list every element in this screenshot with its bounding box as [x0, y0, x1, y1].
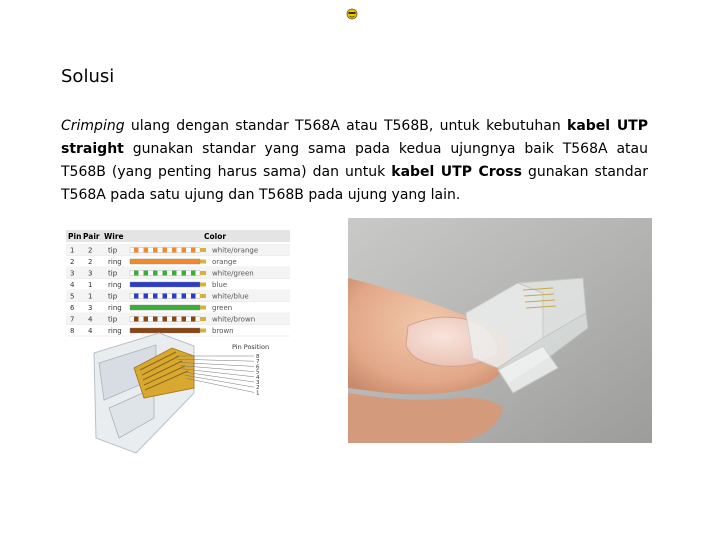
table-cell-color: white/green — [212, 269, 254, 278]
pin-number: 1 — [256, 390, 260, 397]
table-cell-color: green — [212, 304, 233, 312]
solution-paragraph — [61, 115, 648, 207]
wire-stripe — [153, 271, 158, 276]
wire-stripe — [134, 248, 139, 253]
wire-stripe — [191, 294, 196, 299]
wire-stripe — [144, 317, 149, 322]
wire-stripe — [144, 294, 149, 299]
wire-stripe — [191, 271, 196, 276]
table-cell-color: brown — [212, 327, 234, 335]
table-cell-color: blue — [212, 281, 228, 289]
table-cell-pair: 1 — [88, 281, 93, 289]
wire-swatch — [130, 305, 200, 310]
wire-stripe — [172, 317, 177, 322]
wire-stripe — [163, 294, 168, 299]
table-cell-wire: ring — [108, 281, 122, 289]
wire-swatch — [130, 259, 200, 264]
table-cell-wire: tip — [108, 315, 118, 324]
table-cell-wire: tip — [108, 269, 118, 278]
table-cell-pair: 2 — [88, 258, 93, 266]
table-cell-pair: 1 — [88, 292, 93, 301]
term-crimping: Crimping — [61, 118, 125, 134]
wire-stripe — [153, 294, 158, 299]
wire-tip — [200, 260, 206, 264]
pin-number: 8 — [256, 354, 260, 360]
wire-stripe — [134, 294, 139, 299]
table-cell-pin: 5 — [70, 292, 75, 301]
table-cell-wire: ring — [108, 327, 122, 335]
table-cell-pin: 6 — [70, 304, 75, 312]
header-color: Color — [204, 232, 227, 241]
table-cell-color: white/orange — [212, 246, 259, 255]
wire-stripe — [163, 248, 168, 253]
para-text-2: gunakan standar yang sama pada kedua ujungnya baik T568A atau T568B (yang penting harus sama) dan untuk — [61, 141, 648, 180]
wire-tip — [200, 271, 206, 275]
table-cell-pair: 4 — [88, 315, 93, 324]
table-cell-pair: 2 — [88, 246, 93, 255]
wire-tip — [200, 294, 206, 298]
table-cell-color: orange — [212, 258, 237, 266]
pin-number: 5 — [256, 369, 260, 376]
wire-stripe — [172, 271, 177, 276]
wire-tip — [200, 329, 206, 333]
table-cell-wire: tip — [108, 292, 118, 301]
wire-stripe — [172, 248, 177, 253]
wire-stripe — [182, 294, 187, 299]
connector-photo — [348, 218, 652, 443]
wire-stripe — [172, 294, 177, 299]
wire-tip — [200, 306, 206, 310]
para-text-3: gunakan standar T568A pada satu ujung dan T568B pada ujung yang lain. — [61, 164, 648, 203]
table-cell-wire: tip — [108, 246, 118, 255]
slide-title: Solusi — [61, 66, 115, 87]
wire-stripe — [134, 271, 139, 276]
wire-stripe — [144, 271, 149, 276]
wire-stripe — [163, 271, 168, 276]
table-cell-pair: 4 — [88, 327, 93, 335]
wire-swatch — [130, 328, 200, 333]
wire-tip — [200, 283, 206, 287]
wire-stripe — [163, 317, 168, 322]
header-pin: Pin — [68, 232, 82, 241]
pin-number: 4 — [256, 374, 260, 381]
table-cell-pair: 3 — [88, 269, 93, 278]
rj45-connector-drawing — [94, 333, 194, 453]
term-cross: kabel UTP Cross — [391, 164, 522, 180]
table-cell-pin: 1 — [70, 246, 75, 255]
table-cell-color: white/brown — [212, 315, 256, 324]
table-cell-pin: 3 — [70, 269, 75, 278]
pin-position-label: Pin Position — [232, 343, 270, 351]
table-cell-pin: 7 — [70, 315, 75, 324]
rj45-wiring-figure — [64, 228, 294, 463]
wire-tip — [200, 317, 206, 321]
wire-stripe — [144, 248, 149, 253]
wire-stripe — [153, 248, 158, 253]
wire-stripe — [182, 317, 187, 322]
table-cell-color: white/blue — [212, 292, 249, 301]
header-pair: Pair — [83, 232, 100, 241]
table-cell-pair: 3 — [88, 304, 93, 312]
para-text-1: ulang dengan standar T568A atau T568B, untuk kebutuhan — [124, 118, 568, 134]
wire-swatch — [130, 282, 200, 287]
table-cell-wire: ring — [108, 304, 122, 312]
pin-number: 6 — [256, 364, 260, 371]
pin-number: 7 — [256, 359, 260, 366]
table-cell-pin: 8 — [70, 327, 75, 335]
wire-stripe — [182, 271, 187, 276]
wire-stripe — [182, 248, 187, 253]
header-wire: Wire — [104, 232, 124, 241]
pin-number: 3 — [256, 380, 260, 386]
wire-stripe — [191, 248, 196, 253]
pin-number: 2 — [256, 385, 260, 392]
smiley-icon — [346, 8, 358, 20]
table-cell-wire: ring — [108, 258, 122, 266]
table-cell-pin: 4 — [70, 281, 75, 289]
wire-stripe — [153, 317, 158, 322]
wire-tip — [200, 248, 206, 252]
term-straight: kabel UTP straight — [61, 118, 648, 157]
wire-stripe — [134, 317, 139, 322]
wire-stripe — [191, 317, 196, 322]
table-cell-pin: 2 — [70, 258, 75, 266]
